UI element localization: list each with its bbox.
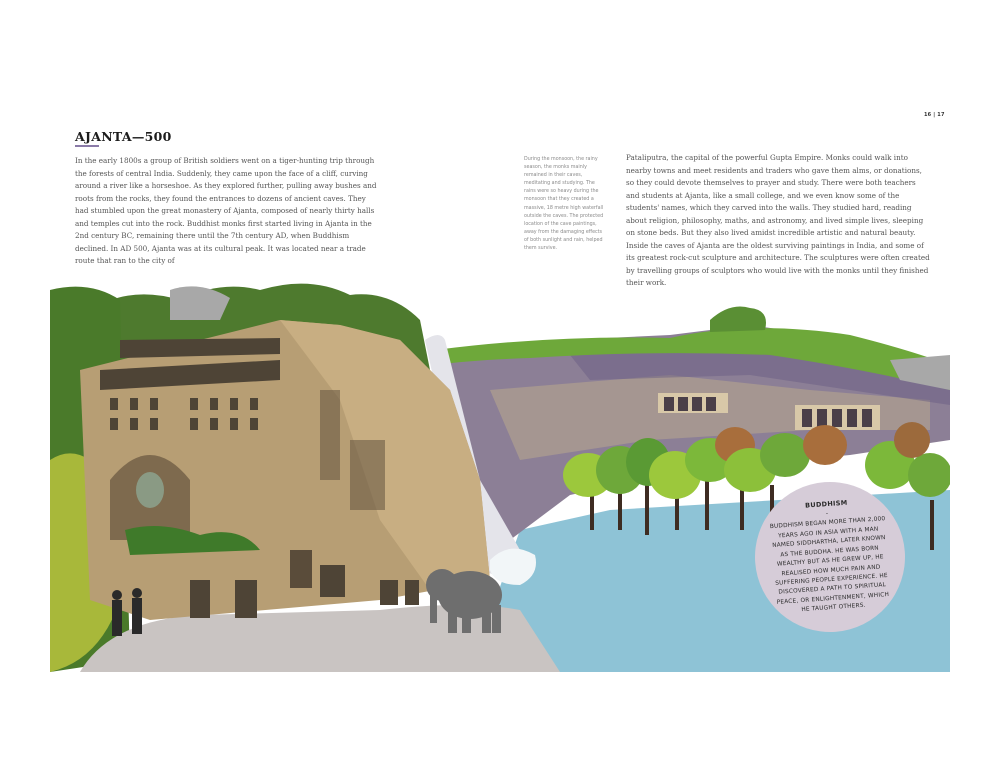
page-number: 16 | 17 xyxy=(924,112,945,118)
info-dash: - xyxy=(825,510,829,518)
info-title: BUDDHISM xyxy=(804,499,848,511)
body-text-left: In the early 1800s a group of British soldiers went on a tiger-hunting trip through the forests of central India. Suddenly, they came upon the face of a cliff, curving around a river like a horseshoe. As they explored further, pulling away bushes and roots from the rocks, they found the entrances to dozens of ancient caves. They had stumbled upon the great monastery of Ajanta, composed of nearly thirty halls and temples cut into the rock. Buddhist monks first started living in Ajanta in the 2nd century BC, remaining there until the 7th century AD, when Buddhism declined. In AD 500, Ajanta was at its cultural peak. It was located near a trade route that ran to the city of xyxy=(75,156,377,265)
buddha-statue xyxy=(136,472,164,508)
title-underline xyxy=(75,145,99,147)
info-body: BUDDHISM BEGAN MORE THAN 2,000 YEARS AGO IN ASIA WITH A MAN NAMED SIDDHARTHA, LATER KNOWN AS THE BUDDHA. HE WAS BORN WEALTHY BUT AS HE GREW UP, HE REALISED HOW MUCH PAIN AND SUFFERING PEOPLE EXPERIENCE. HE DISCOVERED A PATH TO SPIRITUAL PEACE, OR ENLIGHTENMENT, WHICH HE TAUGHT OTHERS. xyxy=(769,516,890,614)
sidebar-note: During the monsoon, the rainy season, the monks mainly remained in their caves, meditating and studying. The rains were so heavy during the monsoon that they created a massive, 18 metre high waterfall outside the caves. The protected location of the cave paintings, away from the damaging effects of both sunlight and rain, helped them survive. xyxy=(524,157,604,252)
body-text-right: Pataliputra, the capital of the powerful Gupta Empire. Monks could walk into nearby towns and meet residents and traders who gave them alms, or donations, so they could devote themselves to prayer and study. There were both teachers and students at Ajanta, like a small college, and we even know some of the students' names, which they carved into the walls. They studied hard, reading about religion, philosophy, maths, and astronomy, and lived simple lives, sleeping on stone beds. But they also lived amidst incredible artistic and natural beauty. Inside the caves of Ajanta are the oldest surviving paintings in India, and some of its greatest rock-cut sculpture and architecture. The sculptures were often created by travelling groups of sculptors who would live with the monks until they finished their work. xyxy=(626,153,930,287)
article-title: AJANTA—500 xyxy=(75,129,172,144)
